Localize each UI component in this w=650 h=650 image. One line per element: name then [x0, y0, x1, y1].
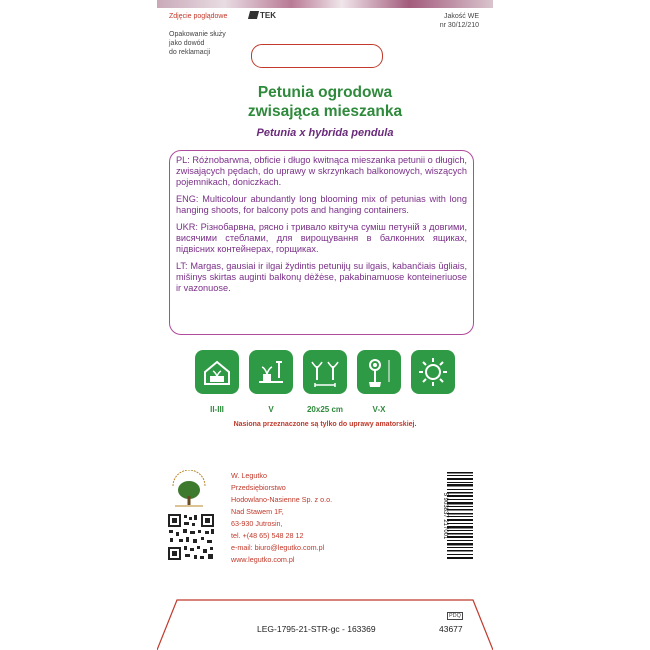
- qr-code: [167, 513, 215, 561]
- description-lt: LT: Margas, gausiai ir ilgai žydintis petunijų su ilgais, kabančiais ūgliais, mišinys skirtas auginti balkonų dėžėse, pakabinamuose konteineriuose ir vazonuose.: [176, 261, 467, 293]
- full-sun-icon: [411, 350, 455, 394]
- pdq-label: PDQ: [449, 613, 461, 619]
- seed-packet: [157, 0, 493, 650]
- sample-photo-label: Zdjęcie poglądowe: [169, 13, 228, 20]
- date-stamp-box: [251, 44, 383, 68]
- flowering-icon: [357, 350, 401, 394]
- planting-out-icon: [249, 350, 293, 394]
- description-ukr: UKR: Різнобарвна, рясно і тривало квітуча суміш петуній з довгими, висячими стеблами, для вирощування в балконних ящиках, підвісних контейнерах, горщиках.: [176, 222, 467, 254]
- flowering-period-label: V-X: [372, 405, 386, 414]
- product-code: LEG-1795-21-STR-gc - 163369: [257, 624, 376, 634]
- tek-icon: [248, 11, 259, 19]
- company-info: W. Legutko Przedsiębiorstwo Hodowlano-Nasienne Sp. z o.o. Nad Stawem 1F, 63-930 Jutrosin, tel. +(48 65) 548 28 12 e-mail: biuro@legutko.com.pl www.legutko.com.pl: [231, 471, 333, 564]
- packet-fold-line: [157, 590, 493, 650]
- description-pl: PL: Różnobarwna, obficie i długo kwitnąca mieszanka petunii o długich, zwisających pędach, do uprawy w skrzynkach balkonowych, wiszących pojemnikach, doniczkach.: [176, 155, 467, 187]
- tek-logo: TEK: [249, 11, 276, 20]
- product-title: Petunia ogrodowa zwisająca mieszanka: [247, 84, 403, 120]
- sowing-period-label: II-III: [210, 405, 224, 414]
- batch-number: 43677: [439, 624, 463, 634]
- cultivation-icons: [195, 350, 455, 398]
- amateur-use-note: Nasiona przeznaczone są tylko do uprawy amatorskiej.: [233, 421, 417, 428]
- quality-label: Jakość WE nr 30/12/210: [439, 13, 479, 29]
- sowing-indoors-icon: [195, 350, 239, 394]
- latin-name: Petunia x hybrida pendula: [256, 127, 394, 139]
- spacing-label: 20x25 cm: [306, 405, 344, 414]
- sample-photo-strip: [157, 0, 493, 8]
- description-eng: ENG: Multicolour abundantly long blooming mix of petunias with long hanging shoots, for balcony pots and hanging containers.: [176, 194, 467, 215]
- description-box: [169, 150, 474, 335]
- legutko-logo: [167, 470, 211, 510]
- barcode-digits: 5 903837 217001: [442, 492, 448, 540]
- barcode: [437, 470, 477, 562]
- planting-period-label: V: [268, 405, 274, 414]
- spacing-icon: [303, 350, 347, 394]
- packaging-note: Opakowanie służy jako dowód do reklamacji: [169, 31, 226, 56]
